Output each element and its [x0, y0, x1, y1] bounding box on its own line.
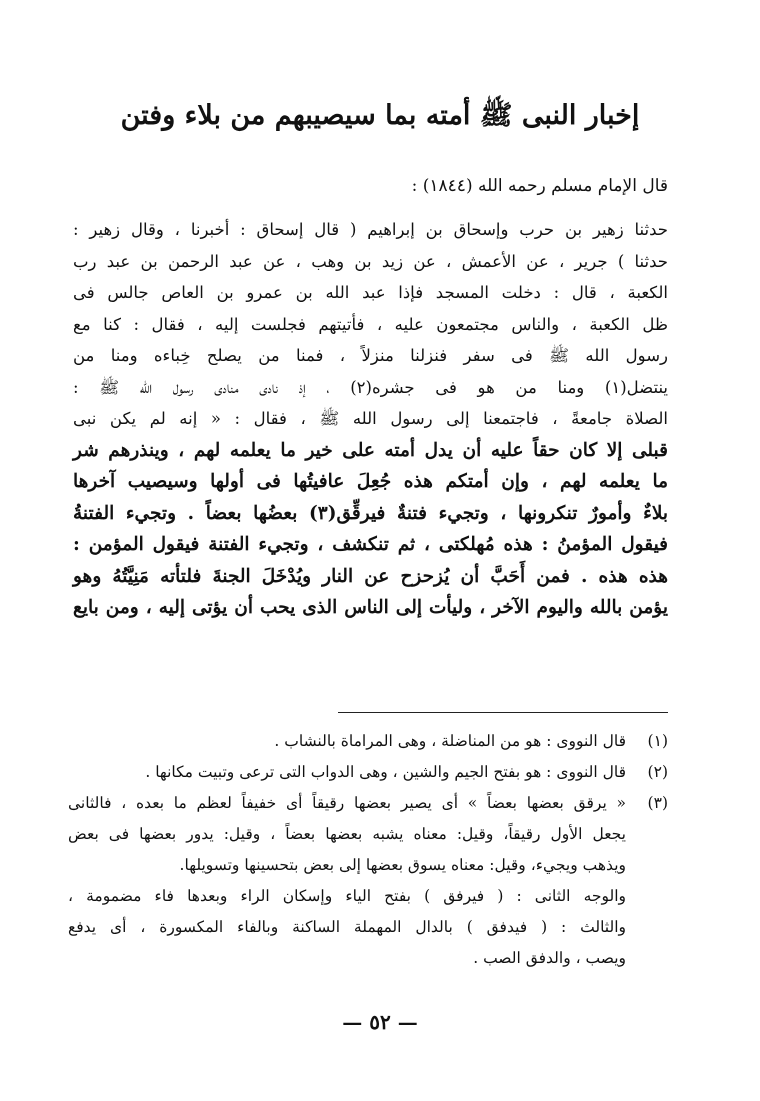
- body-line: ما يعلمه لهم ، وإن أمتكم هذه جُعِلَ عافيتُها فى أولها وسيصيب آخرها: [73, 471, 668, 492]
- footnote-line: « يرقق بعضها بعضاً » أى يصير بعضها رقيقاً أى خفيفاً لعظم ما بعده ، فالثانى: [68, 794, 626, 812]
- footnote: [68, 726, 668, 757]
- body-line: حدثنا ) جرير ، عن الأعمش ، عن زيد بن وهب ، عن عبد الرحمن بن عبد رب: [73, 251, 668, 271]
- body-line: هذه هذه . فمن أَحَبَّ أن يُزحزح عن النار ويُدْخَلَ الجنةَ فلتأته مَنِيَّتُهُ وهو: [73, 565, 668, 587]
- footnote-line: يجعل الأول رقيقاً، وقيل: معناه يشبه بعضها بعضاً ، وقيل: يدور بعضها فى بعض: [68, 825, 626, 843]
- footnote-number: (٢): [647, 763, 668, 781]
- body-line: حدثنا زهير بن حرب وإسحاق بن إبراهيم ( قال إسحاق : أخبرنا ، وقال زهير :: [73, 220, 668, 239]
- body-line: يؤمن بالله واليوم الآخر ، وليأت إلى الناس الذى يحب أن يؤتى إليه ، ومن بايع: [73, 597, 668, 618]
- body-line: رسول الله ﷺ فى سفر فنزلنا منزلاً ، فمنا من يصلح خِباءه ومنا من: [73, 346, 668, 365]
- body-line: فيقول المؤمنُ : هذه مُهلكتى ، ثم تنكشف ، وتجيء الفتنة فيقول المؤمن :: [73, 534, 668, 555]
- footnote: [68, 757, 668, 788]
- body-line: الصلاة جامعةً ، فاجتمعنا إلى رسول الله ﷺ ، فقال : « إنه لم يكن نبى: [73, 409, 668, 428]
- intro-line: قال الإمام مسلم رحمه الله (١٨٤٤) :: [411, 176, 668, 196]
- page-title: إخبار النبى ﷺ أمته بما سيصيبهم من بلاء وفتن: [120, 100, 640, 131]
- footnote-line: ويصب ، والدفق الصب .: [473, 949, 626, 967]
- footnote-line: قال النووى : هو بفتح الجيم والشين ، وهى الدواب التى ترعى وتبيت مكانها .: [145, 763, 626, 781]
- footnote-line: والثالث : ( فيدفق ) بالدال المهملة الساكنة وبالفاء المكسورة ، أى يدفع: [68, 918, 626, 936]
- footnote-line: ويذهب ويجيء، وقيل: معناه يسوق بعضها إلى بعض بتحسينها وتسويلها.: [179, 856, 626, 874]
- footnote-line: والوجه الثانى : ( فيرفق ) بفتح الياء وإسكان الراء وبعدها فاء مضمومة ،: [68, 887, 626, 905]
- footnote-number: (٣): [647, 794, 668, 812]
- hadith-body: [73, 214, 668, 624]
- footnote: [68, 788, 668, 974]
- body-line: ظل الكعبة ، والناس مجتمعون عليه ، فأتيتهم فجلست إليه ، فقال : كنا مع: [73, 314, 668, 334]
- page-number: — ٥٢ —: [342, 1010, 418, 1034]
- body-line: قبلى إلا كان حقاً عليه أن يدل أمته على خير ما يعلمه لهم ، وينذرهم شر: [73, 439, 668, 461]
- footnote-line: قال النووى : هو من المناضلة ، وهى المراماة بالنشاب .: [274, 732, 626, 750]
- body-line: الكعبة ، قال : دخلت المسجد فإذا عبد الله بن عمرو بن العاص جالس فى: [73, 283, 668, 302]
- body-line: بلاءٌ وأمورٌ تنكرونها ، وتجيء فتنةٌ فيرقِّق(٣) بعضُها بعضاً . وتجيء الفتنةُ: [73, 502, 669, 524]
- body-line: ينتضل(١) ومنا من هو فى جشره(٢) ، إذ نادى منادى رسول الله ﷺ :: [73, 377, 669, 397]
- footnote-separator: [338, 712, 668, 713]
- footnote-number: (١): [647, 732, 668, 750]
- footnotes: [68, 726, 668, 974]
